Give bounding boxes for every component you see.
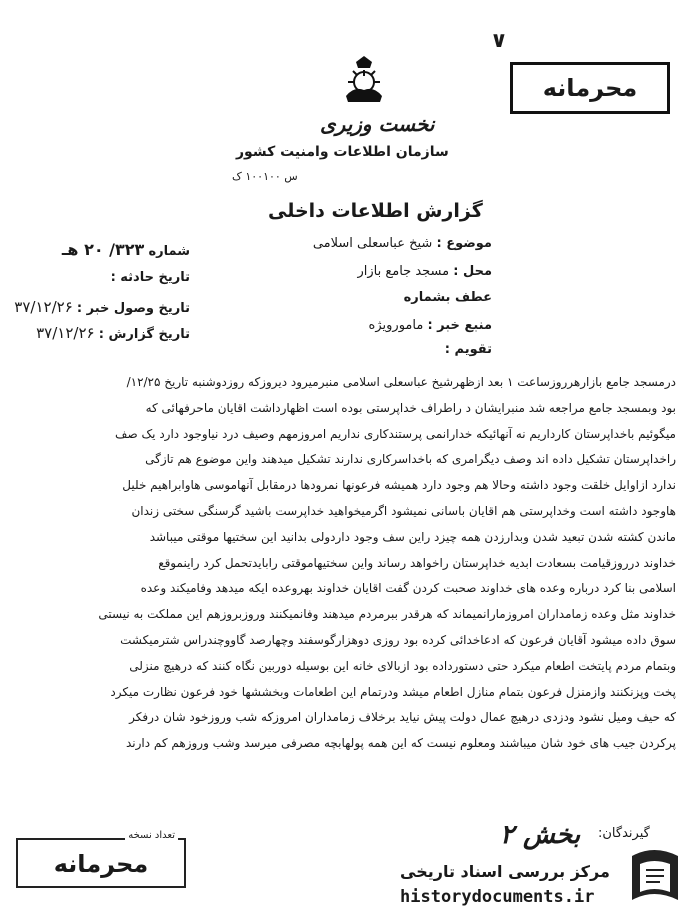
archive-logo-icon <box>626 846 684 910</box>
archive-url: historydocuments.ir <box>400 887 595 907</box>
report-title: گزارش اطلاعات داخلی <box>268 200 483 222</box>
subject-field <box>313 236 492 251</box>
received-date-value: ۳۷/۱۲/۲۶ <box>14 298 73 316</box>
recipients-handwritten: بخش ۲ <box>500 820 581 850</box>
received-date-field <box>14 298 190 316</box>
body-line: بود وبمسجد جامع مراجعه شد منبرایشان د راطراف خداپرستی بوده است اظهارداشت اقایان ماحرفهائی که <box>145 400 676 415</box>
body-line: پرکردن جیب های خود شان میباشند ومعلوم نیست که این همه پولهابچه مصرفی میرسد وشب وروزهم کم دارند <box>125 736 676 751</box>
reference-label: عطف بشماره <box>403 290 492 305</box>
body-line: خداوند درروزقیامت بسعادت ابدیه خداپرستان راخواهد رساند واین سختیهاموقتی رابایدتحمل کرد راینموقع <box>158 555 676 570</box>
archive-name: مرکز بررسی اسناد تاریخی <box>400 862 610 881</box>
confidential-stamp-text: محرمانه <box>53 850 149 878</box>
location-field <box>357 264 492 279</box>
reference-field <box>404 290 492 305</box>
report-date-label: تاریخ گزارش : <box>98 327 190 342</box>
body-line: پخت وپزنکنند وازمنزل فرعون بتمام منازل اطعام میشد ودرتمام این اطعامات وبخششها خود فرعون نظارت میکرد <box>110 684 676 699</box>
body-line: ندارد ازاوایل خلقت وجود داشته وحالا هم وجود دارد همیشه فرعونها نمرودها درمقابل آنهاموسی هاوابراهیم خلیل <box>122 478 676 493</box>
corner-mark: ∨ <box>490 28 508 53</box>
report-date-field <box>36 324 190 342</box>
number-field <box>62 240 190 259</box>
source-label: منبع خبر : <box>427 318 492 333</box>
body-line: که حیف ومیل نشود ودزدی درهیچ عمال دولت پیش نیاید برخلاف زمامداران امروزکه شب وروزخود شان درفکر <box>129 710 676 725</box>
appraisal-field <box>445 342 492 357</box>
body-line: میگوئیم باخداپرستان کارداریم نه آنهائیکه خدارانمی پرستندکاری نداریم امروزمهم وصیف درد نیاوجود دارد یک صف <box>115 426 676 441</box>
number-label: شماره <box>148 244 190 259</box>
recipients-label: گیرندگان: <box>598 826 650 841</box>
subject-value: شیخ عباسعلی اسلامی <box>312 236 433 251</box>
event-date-label: تاریخ حادثه : <box>110 270 190 285</box>
body-line: سوق داده میشود آقایان فرعون که ادعاخدائی کرده بود روزی دوهزارگوسفند وچهارصد گاووچندراس شترمیکشت <box>120 632 676 647</box>
event-date-field <box>111 270 190 285</box>
number-value: ۳۲۳/ ۲۰ هـ <box>61 240 145 259</box>
report-date-value: ۳۷/۱۲/۲۶ <box>36 324 95 342</box>
source-value: مامورویژه <box>368 318 424 333</box>
lion-and-sun-icon <box>342 56 386 104</box>
body-line: درمسجد جامع بازارهرروزساعت ۱ بعد ازظهرشیخ عباسعلی اسلامی منبرمیرود دیروزکه روزدوشنبه تاریخ ۱۲/۲۵/ <box>126 375 676 389</box>
subject-label: موضوع : <box>436 236 492 251</box>
received-date-label: تاریخ وصول خبر : <box>76 301 190 316</box>
archive-watermark <box>400 862 610 907</box>
body-line: وبتمام مردم پایتخت اطعام میکرد حتی دستورداده بود ازبالای خانه این بوسیله دوربین نگاه کنند که درهیچ منزلی <box>129 658 676 673</box>
source-field <box>369 318 492 333</box>
ministry-title: نخست وزیری <box>320 112 435 136</box>
organization-name: سازمان اطلاعات وامنیت کشور <box>236 144 449 160</box>
body-line: راخداپرستان تشکیل داده اند وصف دیگرامری که باخداسرکاری ندارند تشکیل میدهند واین موضوع هم تازگی <box>145 452 676 467</box>
body-line: خداوند مثل وعده زمامداران امروزمارانمیماند که هرقدر ببرمردم میدهند وفانمیکنند وروزبروزهم این مملکت به نیستی <box>98 607 676 622</box>
copies-label: تعداد نسخه <box>125 830 178 841</box>
body-line: ماندن کشته شدن تبعید شدن وبدارزدن همه چیزد راین سف وجود داردولی بدانید این سختیها موقتی میباشد <box>149 529 676 544</box>
confidential-stamp: محرمانه <box>510 62 670 114</box>
location-value: مسجد جامع بازار <box>357 264 450 279</box>
appraisal-label: تقویم : <box>444 342 492 357</box>
organization-code: س ۱۰۰۱۰۰ ک <box>232 170 298 183</box>
body-line: اسلامی بنا کرد درباره وعده های خداوند صحبت کردن گفت اقایان خداوند بهروعده ایکه میدهد وفامیکند وعده <box>140 581 676 596</box>
confidential-stamp-bottom <box>16 830 186 888</box>
report-body <box>16 370 676 757</box>
body-line: هاوجود داشته است وخداپرستی هم اقایان باسانی نمیشود اگرمیخواهید خداپرست باشید گرسنگی سختی زندان <box>131 503 676 518</box>
location-label: محل : <box>453 264 492 279</box>
